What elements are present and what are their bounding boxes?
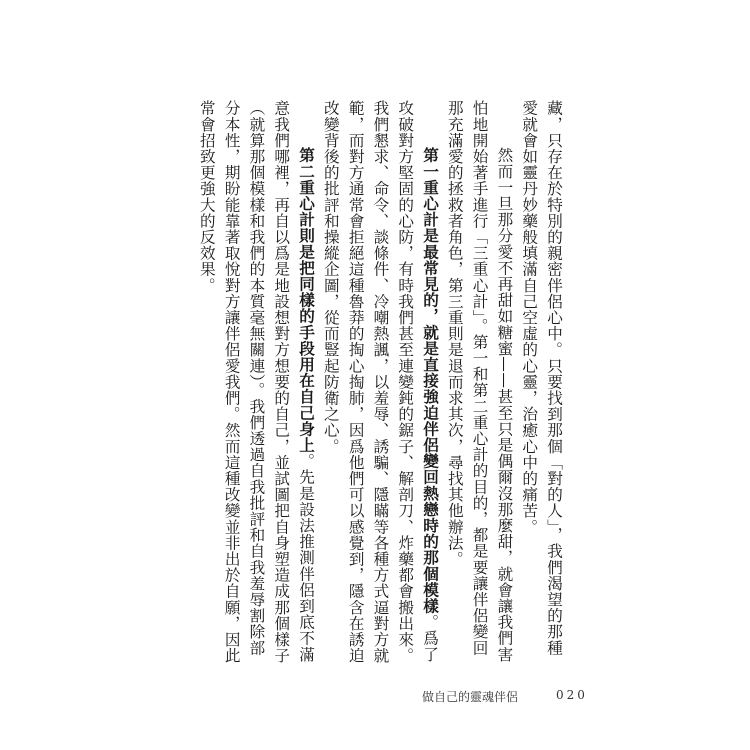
bold-heading-segment: 第一重心計是最常見的，就是直接強迫伴侶變回熱戀時的那個模樣 xyxy=(421,146,441,614)
page-footer xyxy=(422,688,588,705)
text-segment: 然而一旦那分愛不再甜如糖蜜——甚至只是偶爾沒那麼甜，就會讓我們害怕地開始著手進行「三重心計」。第一和第二重心計的目的，都是要讓伴侶變回那充滿愛的拯救者角色，第三重則是退而求其次，尋找其他辦法。 xyxy=(445,100,514,662)
text-segment: 藏，只存在於特別的親密伴侶心中。只要找到那個「對的人」，我們渴望的那種愛就會如靈丹妙藥般填滿自己空虛的心靈，治癒心中的痛苦。 xyxy=(520,100,563,656)
paragraph-4 xyxy=(194,100,318,665)
text-segment: 。爲了攻破對方堅固的心防，有時我們甚至連變鈍的鋸子、解剖刀、炸藥都會搬出來。我們懇求、命令、談條件、冷嘲熱諷，以羞辱、誘騙、隱瞞等各種方式逼對方就範，而對方通常會拒絕這種魯莽的掏心掏肺，因爲他們可以感覺到，隱含在誘迫改變背後的批評和操縱企圖，從而豎起防衛之心。 xyxy=(321,100,440,664)
body-text xyxy=(194,100,566,665)
page-number: 020 xyxy=(556,688,588,702)
paragraph-3 xyxy=(318,100,442,665)
text-segment: 。先是設法推測伴侶到底不滿意我們哪裡，再自以爲是地設想對方想要的自己，並試圖把自身塑造成那個樣子（就算那個模樣和我們的本質毫無關連）。我們透過自我批評和自我羞辱割除部分本性，期盼能靠著取悅對方讓伴侶愛我們。然而這種改變並非出於自願，因此常會招致更強大的反效果。 xyxy=(197,100,316,664)
bold-heading-segment: 第二重心計則是把同樣的手段用在自己身上 xyxy=(297,146,317,453)
paragraph-2 xyxy=(442,100,516,665)
paragraph-1 xyxy=(516,100,566,665)
running-title: 做自己的靈魂伴侶 xyxy=(422,690,519,704)
